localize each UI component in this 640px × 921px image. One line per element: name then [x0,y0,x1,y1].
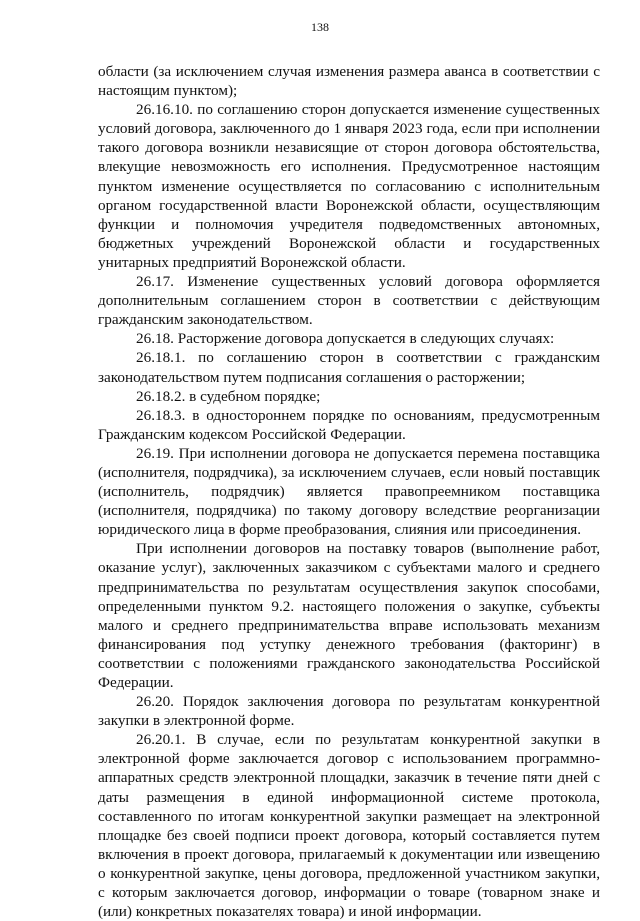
paragraph: 26.19. При исполнении договора не допускается перемена поставщика (исполнителя, подрядчика), за исключением случаев, если новый поставщик (исполнитель, подрядчик) является правопреемником поставщика (исполнителя, подрядчика) по такому договору вследствие реорганизации юридического лица в форме преобразования, слияния или присоединения. [98,444,600,539]
paragraph: 26.18.1. по соглашению сторон в соответствии с гражданским законодательством путем подписания соглашения о расторжении; [98,349,600,386]
paragraph: При исполнении договоров на поставку товаров (выполнение работ, оказание услуг), заключенных заказчиком с субъектами малого и среднего предпринимательства по результатам осуществления закупок способами, определенными пунктом 9.2. настоящего положения о закупке, субъекты малого и среднего предпринимательства вправе использовать механизм финансирования под уступку денежного требования (факторинг) в соответствии с положениями гражданского законодательства Российской Федерации. [98,540,600,691]
paragraph: 26.18.3. в одностороннем порядке по основаниям, предусмотренным Гражданским кодексом Российской Федерации. [98,406,600,443]
paragraph: 26.16.10. по соглашению сторон допускается изменение существенных условий договора, заключенного до 1 января 2023 года, если при исполнении такого договора возникли независящие от сторон договора обстоятельства, влекущие невозможность его исполнения. Предусмотренное настоящим пунктом изменение осуществляется по согласованию с исполнительным органом государственной власти Воронежской области, осуществляющим функции и полномочия учредителя подведомственных автономных, бюджетных учреждений Воронежской области и государственных унитарных предприятий Воронежской области. [98,101,600,271]
paragraph: 26.18. Расторжение договора допускается в следующих случаях: [136,330,555,348]
paragraph: 26.17. Изменение существенных условий договора оформляется дополнительным соглашением сторон в соответствии с действующим гражданским законодательством. [98,273,600,329]
paragraph: области (за исключением случая изменения размера аванса в соответствии с настоящим пунктом); [98,63,600,100]
paragraph: 26.20. Порядок заключения договора по результатам конкурентной закупки в электронной форме. [98,693,600,730]
paragraph: 26.18.2. в судебном порядке; [136,387,321,405]
page-number: 138 [311,20,329,34]
paragraph: 26.20.1. В случае, если по результатам конкурентной закупки в электронной форме заключается договор с использованием программно-аппаратных средств электронной площадки, заказчик в течение пяти дней с даты размещения в единой информационной системе протокола, составленного по итогам конкурентной закупки размещает на электронной площадке без своей подписи проект договора, который составляется путем включения в проект договора, прилагаемый к документации или извещению о конкурентной закупке, цены договора, предложенной участником закупки, с которым заключается договор, информации о товаре (товарном знаке и (или) конкретных показателях товара) и иной информации. [98,731,600,921]
body-text [98,62,600,921]
